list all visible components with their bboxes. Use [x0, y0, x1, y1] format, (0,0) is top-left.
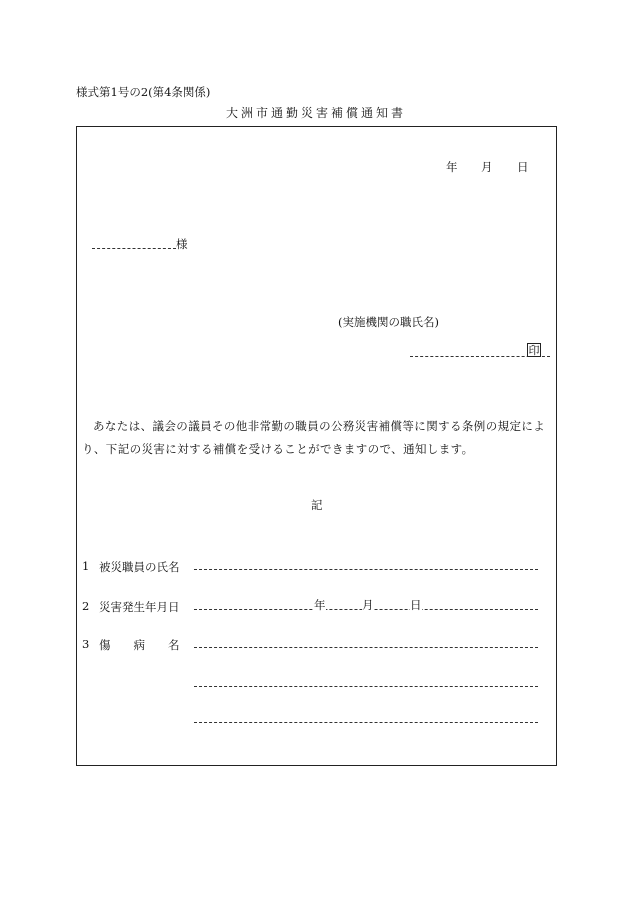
- item-1-label: 被災職員の氏名: [99, 560, 180, 574]
- form-number: 様式第1号の2(第4条関係): [76, 85, 211, 99]
- body-line-1: あなたは、議会の議員その他非常勤の職員の公務災害補償等に関する条例の規定によ: [93, 419, 546, 433]
- item-3-number: 3: [82, 637, 90, 651]
- issuer-label: (実施機関の職氏名): [338, 315, 439, 329]
- item-2-day-label: 日: [410, 598, 422, 612]
- item-3-entry-line-2[interactable]: [194, 686, 538, 687]
- ki-heading: 記: [311, 498, 323, 512]
- document-title: 大洲市通勤災害補償通知書: [226, 106, 407, 120]
- seal-mark: 印: [528, 344, 540, 357]
- body-line-2: り、下記の災害に対する補償を受けることができますので、通知します。: [82, 442, 474, 456]
- item-3-entry-line-3[interactable]: [194, 722, 538, 723]
- item-3-entry-line-1[interactable]: [194, 647, 538, 648]
- item-1-number: 1: [82, 559, 90, 573]
- item-3-label: 傷 病 名: [99, 638, 180, 652]
- item-2-label: 災害発生年月日: [99, 600, 180, 614]
- date-day-label: 日: [517, 160, 529, 174]
- date-month-label: 月: [481, 160, 493, 174]
- item-2-number: 2: [82, 599, 90, 613]
- addressee-name-line[interactable]: [92, 248, 176, 249]
- item-2-year-label: 年: [314, 598, 326, 612]
- item-2-month-label: 月: [362, 598, 374, 612]
- date-year-label: 年: [446, 160, 458, 174]
- item-1-entry-line[interactable]: [194, 569, 538, 570]
- addressee-suffix: 様: [176, 237, 188, 251]
